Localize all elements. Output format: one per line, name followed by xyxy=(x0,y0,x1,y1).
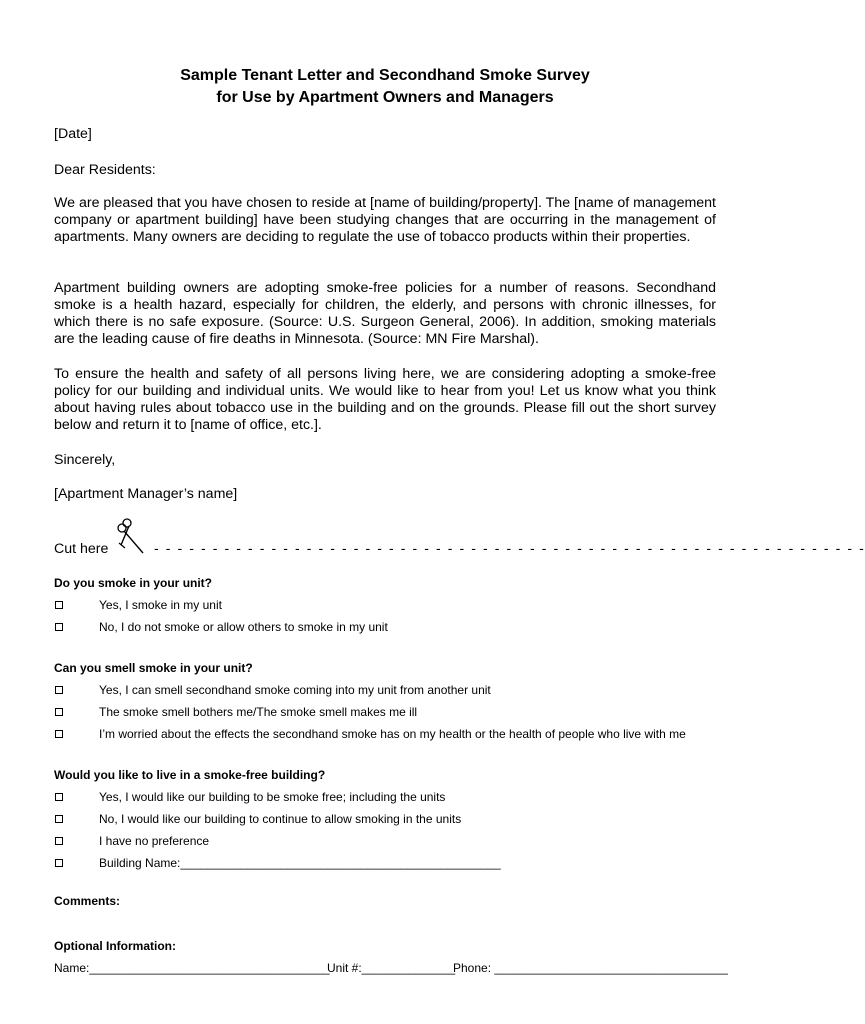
document-title-line1: Sample Tenant Letter and Secondhand Smoke Survey xyxy=(180,67,590,84)
checkbox[interactable] xyxy=(55,793,63,801)
option-row[interactable] xyxy=(54,834,734,850)
letter-salutation: Dear Residents: xyxy=(54,162,156,178)
checkbox[interactable] xyxy=(55,815,63,823)
option-label: Yes, I can smell secondhand smoke coming into my unit from another unit xyxy=(99,683,491,697)
option-row[interactable] xyxy=(54,620,734,636)
unit-field[interactable]: Unit #:______________ xyxy=(327,961,456,975)
option-label: I’m worried about the effects the secondhand smoke has on my health or the health of people who live with me xyxy=(99,727,686,741)
checkbox[interactable] xyxy=(55,708,63,716)
checkbox[interactable] xyxy=(55,837,63,845)
phone-field[interactable]: Phone: ___________________________________ xyxy=(453,961,728,975)
option-label: No, I do not smoke or allow others to smoke in my unit xyxy=(99,620,388,634)
checkbox[interactable] xyxy=(55,859,63,867)
letter-paragraph-2: Apartment building owners are adopting smoke-free policies for a number of reasons. Secondhand smoke is a health hazard, especially for children, the elderly, and persons with chronic illnesses, for which there is no safe exposure. (Source: U.S. Surgeon General, 2006). In addition, smoking materials are the leading cause of fire deaths in Minnesota. (Source: MN Fire Marshal). xyxy=(54,280,716,347)
document-title-line2: for Use by Apartment Owners and Managers xyxy=(216,89,554,106)
option-label: Yes, I smoke in my unit xyxy=(99,598,222,612)
cut-line: - - - - - - - - - - - - - - - - - - - - - - - - - - - - - - - - - - - - - - - - - - - - - - - - - - - - - - - - - - - - - xyxy=(154,540,865,556)
option-row[interactable] xyxy=(54,812,734,828)
letter-paragraph-3: To ensure the health and safety of all persons living here, we are considering adopting a smoke-free policy for our building and individual units. We would like to hear from you! Let us know what you think about having rules about tobacco use in the building and on the grounds. Please fill out the short survey below and return it to [name of office, etc.]. xyxy=(54,366,716,433)
checkbox[interactable] xyxy=(55,601,63,609)
optional-info-label: Optional Information: xyxy=(54,939,176,953)
letter-paragraph-1: We are pleased that you have chosen to reside at [name of building/property]. The [name of management company or apartment building] have been studying changes that are occurring in the management of apartments. Many owners are deciding to regulate the use of tobacco products within their properties. xyxy=(54,195,716,245)
option-row[interactable] xyxy=(54,790,734,806)
option-label: I have no preference xyxy=(99,834,210,848)
option-label: The smoke smell bothers me/The smoke smell makes me ill xyxy=(99,705,418,719)
question-smoke-in-unit: Do you smoke in your unit? xyxy=(54,576,213,590)
building-name-field[interactable]: Building Name:________________________________________________ xyxy=(99,856,501,870)
question-smell-smoke: Can you smell smoke in your unit? xyxy=(54,661,253,675)
question-smoke-free-building: Would you like to live in a smoke-free building? xyxy=(54,768,326,782)
comments-label: Comments: xyxy=(54,894,121,908)
checkbox[interactable] xyxy=(55,730,63,738)
checkbox[interactable] xyxy=(55,623,63,631)
name-field[interactable]: Name:____________________________________ xyxy=(54,961,330,975)
option-row[interactable] xyxy=(54,683,734,699)
scissors-icon xyxy=(113,518,153,558)
option-row[interactable] xyxy=(54,705,734,721)
letter-signature: [Apartment Manager’s name] xyxy=(54,486,238,502)
option-row[interactable] xyxy=(54,727,734,743)
option-row[interactable] xyxy=(54,598,734,614)
checkbox[interactable] xyxy=(55,686,63,694)
option-label: No, I would like our building to continue to allow smoking in the units xyxy=(99,812,462,826)
cut-here-label: Cut here xyxy=(54,541,109,557)
letter-closing: Sincerely, xyxy=(54,452,116,468)
option-label: Yes, I would like our building to be smoke free; including the units xyxy=(99,790,446,804)
letter-date: [Date] xyxy=(54,126,92,142)
option-row[interactable] xyxy=(54,856,734,872)
